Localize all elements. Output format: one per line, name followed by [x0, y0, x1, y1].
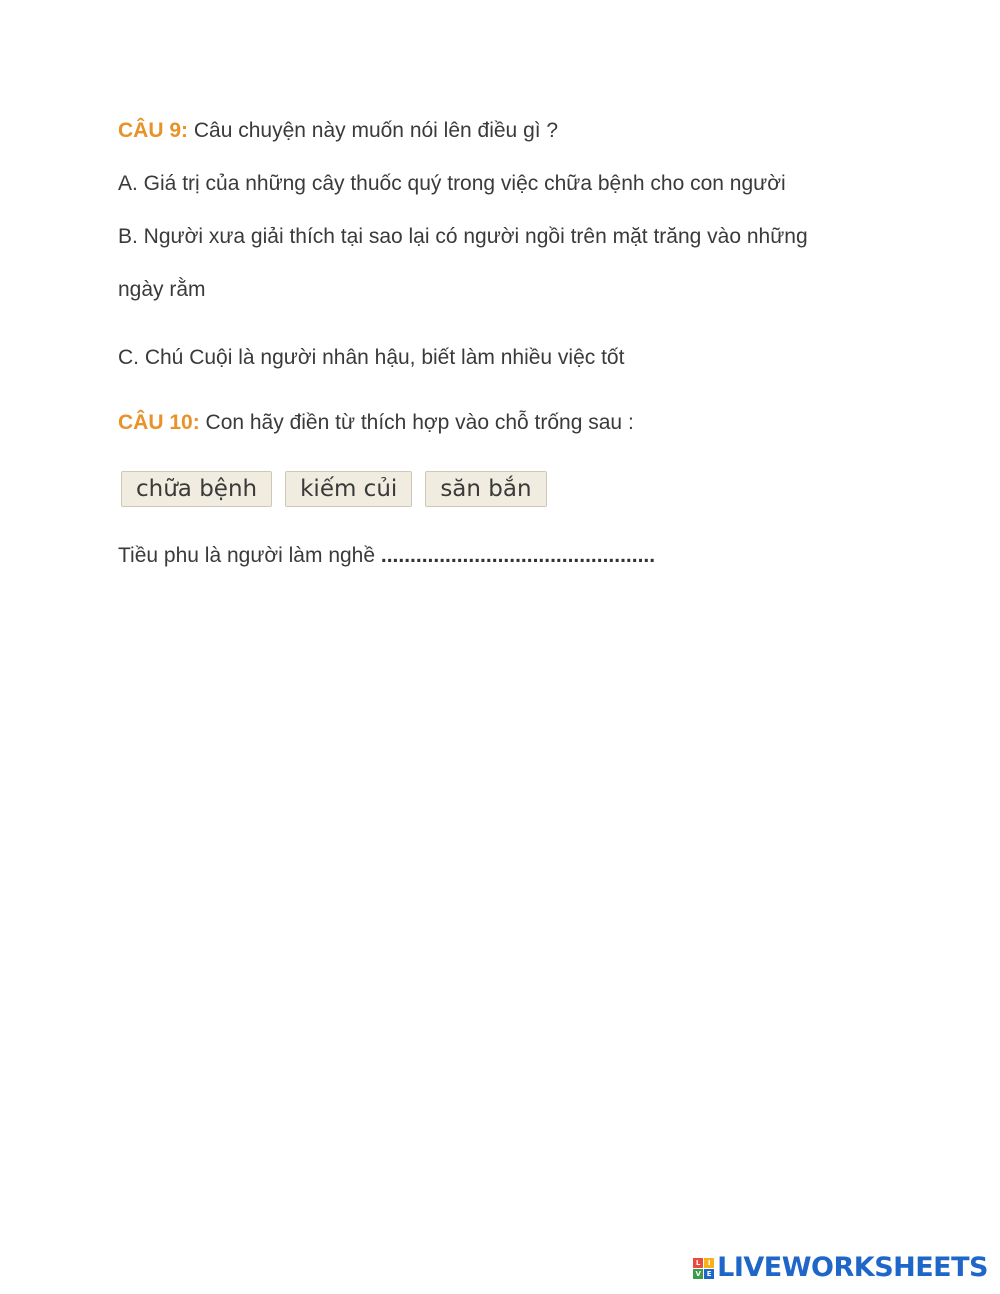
fill-blank[interactable]: ............................................... — [380, 544, 656, 567]
question-10-text: Con hãy điền từ thích hợp vào chỗ trống sau : — [199, 411, 634, 434]
question-9-text: Câu chuyện này muốn nói lên điều gì ? — [188, 119, 559, 142]
fill-sentence — [118, 543, 655, 569]
question-9 — [118, 118, 558, 144]
choice-chip-san-ban[interactable]: săn bắn — [425, 471, 546, 507]
question-10 — [118, 410, 634, 436]
word-bank — [121, 471, 547, 507]
logo-letter-l: L — [693, 1258, 703, 1268]
option-a: A. Giá trị của những cây thuốc quý trong việc chữa bệnh cho con người — [118, 172, 786, 195]
option-c: C. Chú Cuội là người nhân hậu, biết làm nhiều việc tốt — [118, 346, 625, 369]
fill-sentence-text: Tiều phu là người làm nghề — [118, 544, 381, 567]
choice-chip-kiem-cui[interactable]: kiếm củi — [285, 471, 412, 507]
logo-letter-i: I — [704, 1258, 714, 1268]
question-9-label: CÂU 9: — [118, 119, 189, 142]
logo-letter-v: V — [693, 1269, 703, 1279]
logo-grid-icon — [693, 1258, 714, 1279]
logo-wordmark: LIVEWORKSHEETS — [717, 1252, 988, 1283]
question-10-label: CÂU 10: — [118, 411, 200, 434]
choice-chip-chua-benh[interactable]: chữa bệnh — [121, 471, 272, 507]
liveworksheets-logo — [693, 1254, 988, 1282]
option-b-line1: B. Người xưa giải thích tại sao lại có người ngồi trên mặt trăng vào những — [118, 225, 808, 248]
option-b-line2: ngày rằm — [118, 278, 206, 301]
logo-letter-e: E — [704, 1269, 714, 1279]
